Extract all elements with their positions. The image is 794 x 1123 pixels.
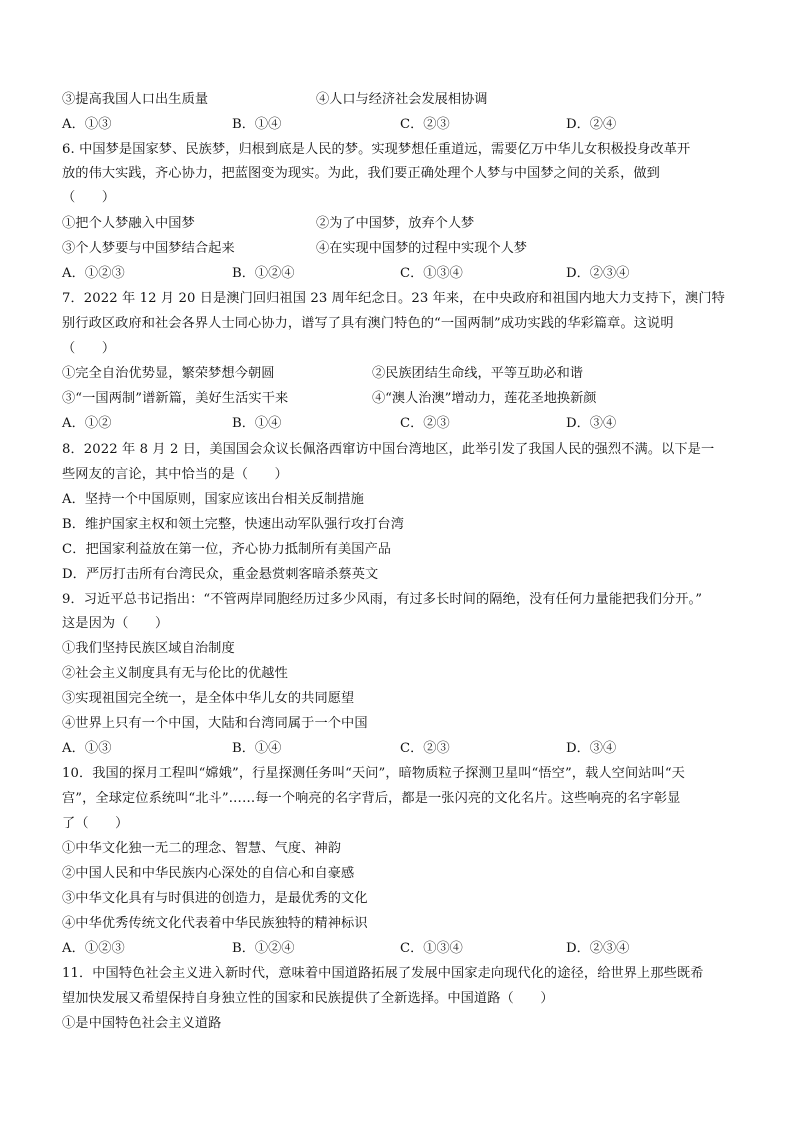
q10-answer-d: D．②③④ — [566, 941, 630, 956]
answer-c: C．②③ — [400, 117, 450, 132]
q9-statement-4: ④世界上只有一个中国，大陆和台湾同属于一个中国 — [62, 716, 368, 731]
q10-statement-4: ④中华优秀传统文化代表着中华民族独特的精神标识 — [62, 916, 368, 931]
q9-stem-line2: 这是因为（ ） — [62, 616, 169, 631]
q11-stem-line2: 望加快发展又希望保持自身独立性的国家和民族提供了全新选择。中国道路（ ） — [62, 991, 554, 1006]
answer-d: D．②④ — [566, 117, 617, 132]
q6-stem-line3: （ ） — [62, 190, 116, 205]
q7-stem-line1: 7．2022 年 12 月 20 日是澳门回归祖国 23 周年纪念日。23 年来，在中央政府和祖国内地大力支持下，澳门特 — [62, 291, 725, 306]
statement-3: ③提高我国人口出生质量 — [62, 92, 209, 107]
q10-statement-1: ①中华文化独一无二的理念、智慧、气度、神韵 — [62, 841, 342, 856]
q8-stem-line1: 8．2022 年 8 月 2 日，美国国会众议长佩洛西窜访中国台湾地区，此举引发了我国人民的强烈不满。以下是一 — [62, 442, 715, 457]
q8-option-d: D．严厉打击所有台湾民众，重金悬赏刺客暗杀蔡英文 — [62, 567, 379, 582]
q6-statement-1: ①把个人梦融入中国梦 — [62, 216, 195, 231]
q10-stem-line1: 10．我国的探月工程叫“嫦娥”，行星探测任务叫“天问”，暗物质粒子探测卫星叫“悟空”，载人空间站叫“天 — [62, 766, 685, 781]
q9-answer-d: D．③④ — [566, 741, 617, 756]
q6-statement-4: ④在实现中国梦的过程中实现个人梦 — [316, 241, 527, 256]
q10-stem-line3: 了（ ） — [62, 816, 129, 831]
q7-statement-2: ②民族团结生命线，平等互助必和谐 — [372, 366, 583, 381]
q9-statement-1: ①我们坚持民族区域自治制度 — [62, 641, 235, 656]
q10-answer-c: C．①③④ — [400, 941, 463, 956]
q9-answer-b: B．①④ — [232, 741, 282, 756]
q10-statement-3: ③中华文化具有与时俱进的创造力，是最优秀的文化 — [62, 891, 368, 906]
q9-answer-c: C．②③ — [400, 741, 450, 756]
q7-answer-c: C．②③ — [400, 416, 450, 431]
q9-statement-3: ③实现祖国完全统一，是全体中华儿女的共同愿望 — [62, 691, 355, 706]
q6-answer-a: A．①②③ — [62, 266, 125, 281]
q7-answer-d: D．③④ — [566, 416, 617, 431]
q11-statement-1: ①是中国特色社会主义道路 — [62, 1016, 222, 1031]
q7-answer-b: B．①④ — [232, 416, 282, 431]
q8-option-a: A．坚持一个中国原则，国家应该出台相关反制措施 — [62, 492, 364, 507]
q7-stem-line2: 别行政区政府和社会各界人士同心协力，谱写了具有澳门特色的“一国两制”成功实践的华彩篇章。这说明 — [62, 316, 674, 331]
q11-stem-line1: 11．中国特色社会主义进入新时代，意味着中国道路拓展了发展中国家走向现代化的途径，给世界上那些既希 — [62, 966, 704, 981]
q7-statement-3: ③“一国两制”谱新篇，美好生活实干来 — [62, 391, 289, 406]
statement-4: ④人口与经济社会发展相协调 — [316, 92, 488, 107]
q10-stem-line2: 宫”，全球定位系统叫“北斗”……每一个响亮的名字背后，都是一张闪亮的文化名片。这些响亮的名字彰显 — [62, 791, 681, 806]
q8-stem-line2: 些网友的言论，其中恰当的是（ ） — [62, 467, 288, 482]
q6-answer-d: D．②③④ — [566, 266, 630, 281]
q6-answer-b: B．①②④ — [232, 266, 295, 281]
q8-option-b: B．维护国家主权和领土完整，快速出动军队强行攻打台湾 — [62, 517, 404, 532]
q7-answer-a: A．①② — [62, 416, 112, 431]
q6-statement-2: ②为了中国梦，放弃个人梦 — [316, 216, 475, 231]
q8-option-c: C．把国家利益放在第一位，齐心协力抵制所有美国产品 — [62, 542, 392, 557]
q7-stem-line3: （ ） — [62, 341, 116, 356]
q6-statement-3: ③个人梦要与中国梦结合起来 — [62, 241, 235, 256]
q6-answer-c: C．①③④ — [400, 266, 463, 281]
q10-answer-b: B．①②④ — [232, 941, 295, 956]
q10-statement-2: ②中国人民和中华民族内心深处的自信心和自豪感 — [62, 866, 355, 881]
answer-b: B．①④ — [232, 117, 282, 132]
q6-stem-line2: 放的伟大实践，齐心协力，把蓝图变为现实。为此，我们要正确处理个人梦与中国梦之间的关系，做到 — [62, 166, 660, 181]
q9-stem-line1: 9．习近平总书记指出：“不管两岸同胞经历过多少风雨，有过多长时间的隔绝，没有任何力量能把我们分开。” — [62, 592, 703, 607]
q7-statement-1: ①完全自治优势显，繁荣梦想今朝圆 — [62, 366, 275, 381]
q9-statement-2: ②社会主义制度具有无与伦比的优越性 — [62, 666, 288, 681]
q7-statement-4: ④“澳人治澳”增动力，莲花圣地换新颜 — [372, 391, 597, 406]
q10-answer-a: A．①②③ — [62, 941, 125, 956]
q6-stem-line1: 6. 中国梦是国家梦、民族梦，归根到底是人民的梦。实现梦想任重道远，需要亿万中华儿女积极投身改革开 — [62, 142, 691, 157]
q9-answer-a: A．①③ — [62, 741, 112, 756]
answer-a: A．①③ — [62, 117, 112, 132]
